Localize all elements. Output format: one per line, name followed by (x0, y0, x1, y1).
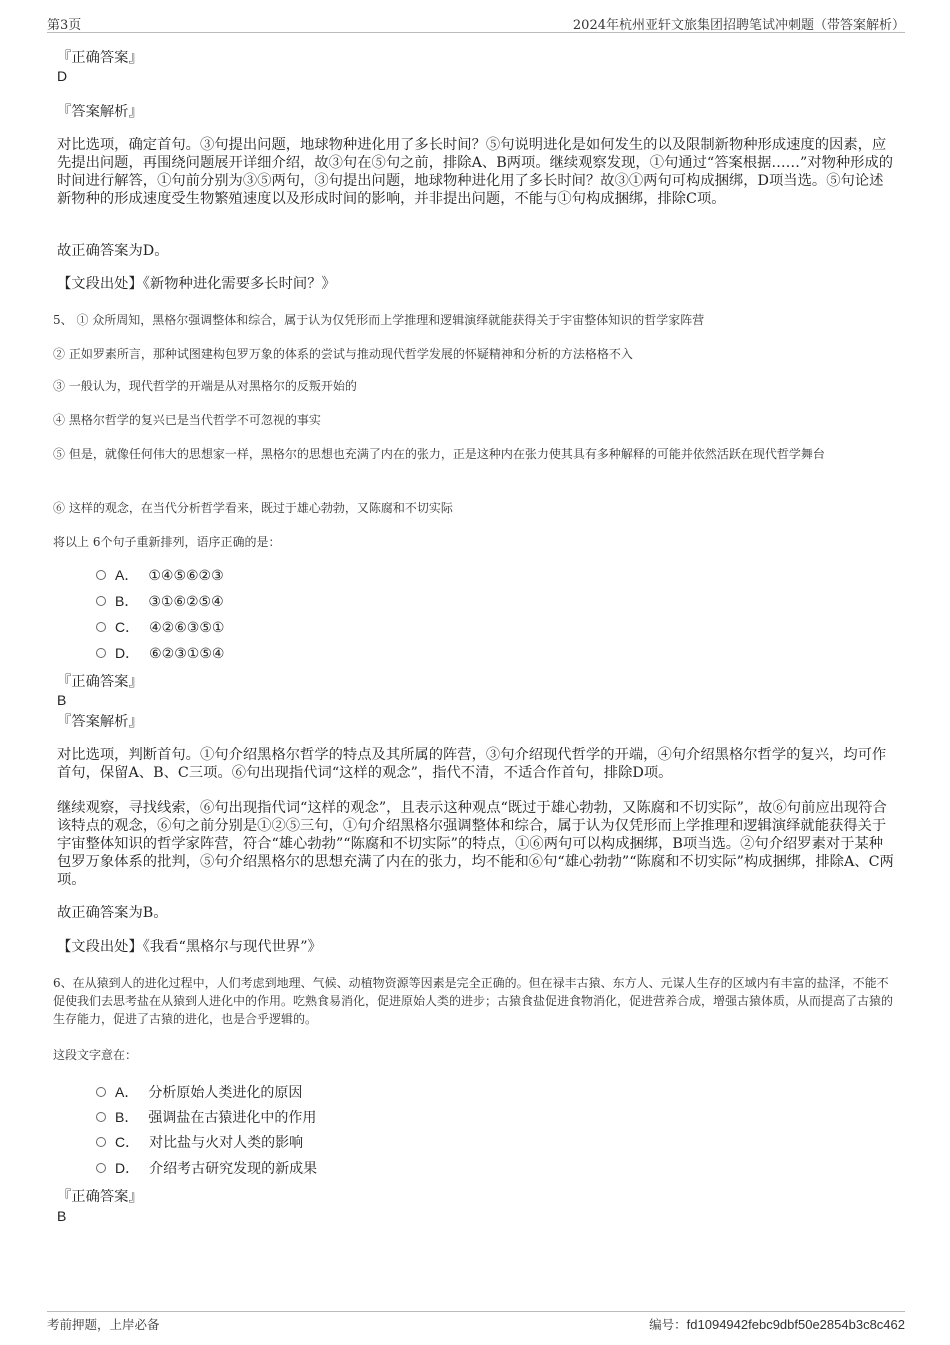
q6-option-c[interactable] (96, 1132, 303, 1152)
q5-answer-label: 『正确答案』 (57, 674, 143, 690)
q5-option-d[interactable] (96, 643, 224, 663)
radio-icon[interactable] (96, 622, 106, 632)
q5-sentence-1: 5、 ① 众所周知，黑格尔强调整体和综合，属于认为仅凭形而上学推理和逻辑演绎就能获得关于宇宙整体知识的哲学家阵营 (53, 313, 705, 327)
q5-option-a[interactable] (96, 565, 224, 585)
option-text: 分析原始人类进化的原因 (148, 1085, 303, 1101)
q4-answer: D (57, 68, 68, 84)
radio-icon[interactable] (96, 1163, 106, 1173)
option-key: C． (115, 1134, 140, 1150)
q6-prompt: 这段文字意在： (53, 1048, 138, 1062)
q5-option-b[interactable] (96, 591, 224, 611)
document-title: 2024年杭州亚轩文旅集团招聘笔试冲刺题（带答案解析） (572, 18, 905, 33)
q5-sentence-2: ② 正如罗素所言，那种试图建构包罗万象的体系的尝试与推动现代哲学发展的怀疑精神和分析的方法格格不入 (53, 347, 633, 361)
radio-icon[interactable] (96, 596, 106, 606)
q4-analysis: 对比选项，确定首句。③句提出问题，地球物种进化用了多长时间？⑤句说明进化是如何发生的以及限制新物种形成速度的因素，应先提出问题，再围绕问题展开详细介绍，故③句在⑤句之前，排除A、B两项。继续观察发现，①句通过“答案根据……”对物种形成的时间进行解答，①句前分别为③⑤两句，③句提出问题，地球物种进化用了多长时间？故③①两句可构成捆绑，D项当选。⑤句论述新物种的形成速度受生物繁殖速度以及形成时间的影响，并非提出问题，不能与①句构成捆绑，排除C项。 (57, 137, 894, 207)
option-text: ④②⑥③⑤① (149, 620, 225, 636)
q6-answer-label: 『正确答案』 (57, 1189, 143, 1205)
radio-icon[interactable] (96, 648, 106, 658)
radio-icon[interactable] (96, 1087, 106, 1097)
page-header (47, 10, 905, 33)
q6-stem: 6、在从猿到人的进化过程中，人们考虑到地理、气候、动植物资源等因素是完全正确的。但在禄丰古猿、东方人、元谋人生存的区域内有丰富的盐泽，不能不促使我们去思考盐在从猿到人进化中的作用。吃熟食易消化，促进原始人类的进步；古猿食盐促进食物消化，促进营养合成，增强古猿体质，从而提高了古猿的生存能力，促进了古猿的进化，也是合乎逻辑的。 (53, 976, 894, 1026)
option-key: A． (115, 567, 139, 583)
q4-analysis-label: 『答案解析』 (57, 104, 143, 120)
q6-option-d[interactable] (96, 1158, 317, 1178)
q4-source: 【文段出处】《新物种进化需要多长时间？》 (57, 276, 336, 292)
option-text: 强调盐在古猿进化中的作用 (148, 1110, 317, 1126)
footer-note: 考前押题，上岸必备 (47, 1317, 160, 1332)
q4-conclusion: 故正确答案为D。 (57, 243, 169, 259)
page-number: 第3页 (47, 18, 82, 33)
option-text: 对比盐与火对人类的影响 (149, 1135, 304, 1151)
q5-sentence-4: ④ 黑格尔哲学的复兴已是当代哲学不可忽视的事实 (53, 413, 321, 427)
radio-icon[interactable] (96, 570, 106, 580)
option-text: ①④⑤⑥②③ (148, 568, 224, 584)
q5-conclusion: 故正确答案为B。 (57, 905, 168, 921)
q5-option-c[interactable] (96, 617, 224, 637)
q4-answer-label: 『正确答案』 (57, 50, 143, 66)
option-key: D． (115, 1160, 140, 1176)
q6-option-b[interactable] (96, 1107, 316, 1127)
option-key: A． (115, 1084, 139, 1100)
q5-answer: B (57, 692, 67, 708)
q5-analysis-p2: 继续观察，寻找线索，⑥句出现指代词“这样的观念”，且表示这种观点“既过于雄心勃勃，又陈腐和不切实际”，故⑥句前应出现符合该特点的观念，⑥句之前分别是①②⑤三句，①句介绍黑格尔强调整体和综合，属于认为仅凭形而上学推理和逻辑演绎就能获得关于宇宙整体知识的哲学家阵营，符合“雄心勃勃”“陈腐和不切实际”的特点，①⑥两句可以构成捆绑，B项当选。②句介绍罗素对于某种包罗万象体系的批判，⑤句介绍黑格尔的思想充满了内在的张力，均不能和⑥句“雄心勃勃”“陈腐和不切实际”构成捆绑，排除A、C两项。 (57, 800, 894, 888)
q5-analysis-p1: 对比选项，判断首句。①句介绍黑格尔哲学的特点及其所属的阵营，③句介绍现代哲学的开端，④句介绍黑格尔哲学的复兴，均可作首句，保留A、B、C三项。⑥句出现指代词“这样的观念”，指代不清，不适合作首句，排除D项。 (57, 747, 887, 781)
radio-icon[interactable] (96, 1137, 106, 1147)
option-text: ⑥②③①⑤④ (149, 646, 225, 662)
option-key: C． (115, 619, 140, 635)
option-text: ③①⑥②⑤④ (148, 594, 224, 610)
option-key: B． (115, 593, 139, 609)
q6-option-a[interactable] (96, 1082, 302, 1102)
q5-analysis-label: 『答案解析』 (57, 714, 143, 730)
q5-sentence-3: ③ 一般认为，现代哲学的开端是从对黑格尔的反叛开始的 (53, 379, 357, 393)
q5-source: 【文段出处】《我看“黑格尔与现代世界”》 (57, 939, 322, 955)
option-text: 介绍考古研究发现的新成果 (149, 1161, 318, 1177)
q5-sentence-6: ⑥ 这样的观念，在当代分析哲学看来，既过于雄心勃勃，又陈腐和不切实际 (53, 501, 453, 515)
footer-code-wrap (649, 1315, 905, 1333)
footer-code-label: 编号： (649, 1317, 687, 1332)
page-footer (47, 1311, 905, 1338)
option-key: D． (115, 645, 140, 661)
option-key: B． (115, 1109, 139, 1125)
footer-code: fd1094942febc9dbf50e2854b3c8c462 (686, 1317, 905, 1332)
q6-answer: B (57, 1208, 67, 1224)
q5-sentence-5: ⑤ 但是，就像任何伟大的思想家一样，黑格尔的思想也充满了内在的张力，正是这种内在张力使其具有多种解释的可能并依然活跃在现代哲学舞台 (53, 447, 825, 461)
radio-icon[interactable] (96, 1112, 106, 1122)
q5-prompt: 将以上 6个句子重新排列，语序正确的是： (53, 535, 281, 549)
